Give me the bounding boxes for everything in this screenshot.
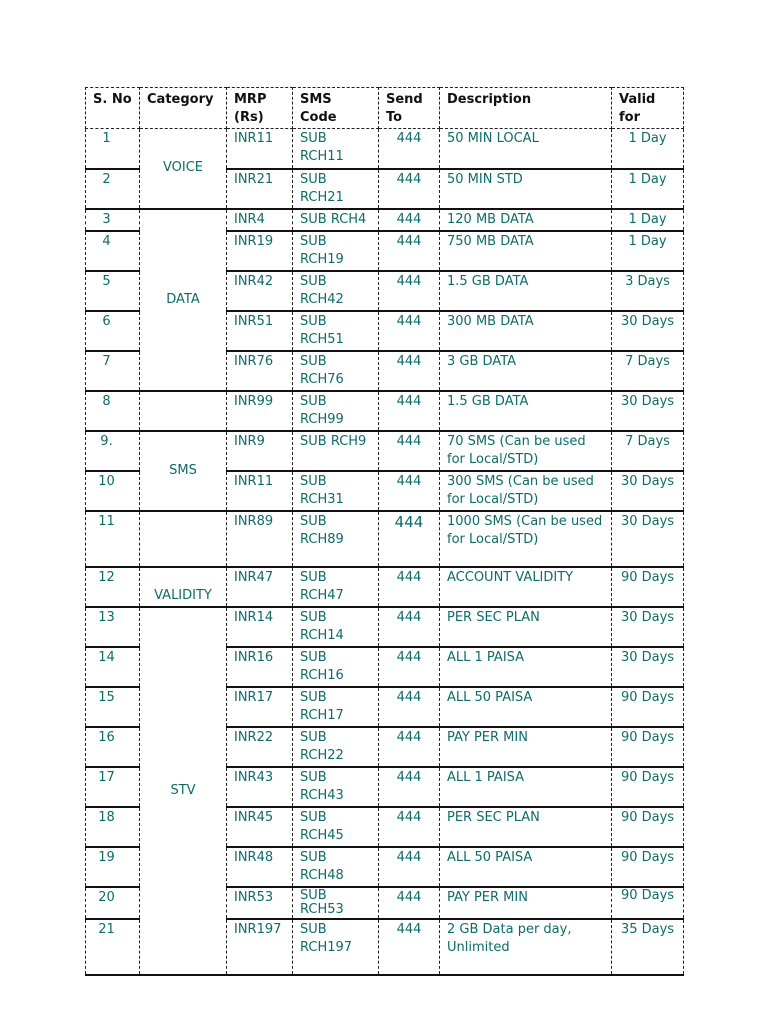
cell-sms-code: SUB RCH19 (293, 231, 379, 271)
cell-mrp: INR99 (227, 391, 293, 431)
header-send-to: Send To (379, 88, 440, 129)
header-valid-for: Valid for (612, 88, 684, 129)
cell-send-to: 444 (379, 231, 440, 271)
cell-sno: 17 (86, 767, 140, 807)
cell-description: 300 SMS (Can be used for Local/STD) (440, 471, 612, 511)
cell-valid-for: 35 Days (612, 919, 684, 975)
cell-send-to: 444 (379, 391, 440, 431)
cell-send-to: 444 (379, 919, 440, 975)
category-sms: SMS (140, 431, 227, 511)
cell-valid-for: 90 Days (612, 807, 684, 847)
cell-sms-code: SUB RCH76 (293, 351, 379, 391)
cell-valid-for: 3 Days (612, 271, 684, 311)
category-voice: VOICE (140, 129, 227, 209)
cell-description: ALL 1 PAISA (440, 647, 612, 687)
cell-send-to: 444 (379, 271, 440, 311)
table-row (86, 567, 684, 607)
cell-mrp: INR21 (227, 169, 293, 209)
cell-sno: 6 (86, 311, 140, 351)
cell-sms-code: SUB RCH9 (293, 431, 379, 471)
cell-description: PER SEC PLAN (440, 607, 612, 647)
cell-send-to: 444 (379, 767, 440, 807)
cell-sno: 20 (86, 887, 140, 919)
cell-sms-code: SUB RCH197 (293, 919, 379, 975)
header-category: Category (140, 88, 227, 129)
cell-sms-code: SUB RCH11 (293, 129, 379, 169)
cell-sno: 8 (86, 391, 140, 431)
cell-mrp: INR53 (227, 887, 293, 919)
cell-mrp: INR197 (227, 919, 293, 975)
cell-mrp: INR45 (227, 807, 293, 847)
category-empty (140, 391, 227, 431)
cell-sms-code: SUB RCH45 (293, 807, 379, 847)
cell-send-to: 444 (379, 647, 440, 687)
cell-description: PAY PER MIN (440, 727, 612, 767)
cell-description: ALL 50 PAISA (440, 687, 612, 727)
cell-mrp: INR51 (227, 311, 293, 351)
cell-valid-for: 7 Days (612, 431, 684, 471)
cell-sno: 2 (86, 169, 140, 209)
cell-sms-code: SUB RCH17 (293, 687, 379, 727)
cell-sno: 3 (86, 209, 140, 231)
cell-description: ACCOUNT VALIDITY (440, 567, 612, 607)
cell-description: PER SEC PLAN (440, 807, 612, 847)
header-mrp: MRP (Rs) (227, 88, 293, 129)
cell-valid-for: 90 Days (612, 887, 684, 919)
cell-sno: 15 (86, 687, 140, 727)
table-row (86, 209, 684, 231)
table-body (86, 129, 684, 975)
cell-description: ALL 50 PAISA (440, 847, 612, 887)
header-sno: S. No (86, 88, 140, 129)
category-validity: VALIDITY (140, 567, 227, 607)
cell-send-to: 444 (379, 169, 440, 209)
cell-send-to: 444 (379, 847, 440, 887)
cell-sno: 7 (86, 351, 140, 391)
cell-sno: 9. (86, 431, 140, 471)
cell-description: 70 SMS (Can be used for Local/STD) (440, 431, 612, 471)
cell-description: 1000 SMS (Can be used for Local/STD) (440, 511, 612, 567)
cell-sms-code: SUB RCH43 (293, 767, 379, 807)
cell-sms-code: SUB RCH42 (293, 271, 379, 311)
cell-send-to: 444 (379, 567, 440, 607)
cell-description: 750 MB DATA (440, 231, 612, 271)
category-data: DATA (140, 209, 227, 391)
cell-sno: 13 (86, 607, 140, 647)
header-description: Description (440, 88, 612, 129)
cell-valid-for: 1 Day (612, 231, 684, 271)
table-header (86, 88, 684, 129)
cell-sms-code: SUB RCH89 (293, 511, 379, 567)
cell-send-to: 444 (379, 727, 440, 767)
cell-sms-code: SUB RCH21 (293, 169, 379, 209)
category-empty (140, 511, 227, 567)
table-row (86, 431, 684, 471)
cell-sno: 10 (86, 471, 140, 511)
cell-sno: 12 (86, 567, 140, 607)
cell-send-to: 444 (379, 431, 440, 471)
category-stv: STV (140, 607, 227, 975)
cell-sno: 11 (86, 511, 140, 567)
cell-send-to: 444 (379, 511, 440, 567)
cell-description: 120 MB DATA (440, 209, 612, 231)
cell-sno: 1 (86, 129, 140, 169)
table-row (86, 511, 684, 567)
cell-send-to: 444 (379, 311, 440, 351)
cell-valid-for: 30 Days (612, 391, 684, 431)
cell-sms-code: SUB RCH51 (293, 311, 379, 351)
cell-send-to: 444 (379, 887, 440, 919)
cell-valid-for: 30 Days (612, 511, 684, 567)
cell-mrp: INR16 (227, 647, 293, 687)
cell-mrp: INR17 (227, 687, 293, 727)
cell-mrp: INR48 (227, 847, 293, 887)
cell-valid-for: 30 Days (612, 311, 684, 351)
cell-description: 1.5 GB DATA (440, 391, 612, 431)
cell-mrp: INR42 (227, 271, 293, 311)
cell-sms-code: SUB RCH14 (293, 607, 379, 647)
cell-sms-code: SUB RCH31 (293, 471, 379, 511)
recharge-plans-table (85, 87, 684, 976)
cell-valid-for: 30 Days (612, 607, 684, 647)
cell-sno: 19 (86, 847, 140, 887)
cell-mrp: INR11 (227, 129, 293, 169)
cell-mrp: INR76 (227, 351, 293, 391)
cell-sms-code: SUB RCH22 (293, 727, 379, 767)
cell-valid-for: 7 Days (612, 351, 684, 391)
cell-sno: 16 (86, 727, 140, 767)
cell-description: 300 MB DATA (440, 311, 612, 351)
cell-mrp: INR43 (227, 767, 293, 807)
cell-valid-for: 90 Days (612, 767, 684, 807)
cell-mrp: INR4 (227, 209, 293, 231)
cell-sms-code: SUB RCH4 (293, 209, 379, 231)
table-row (86, 607, 684, 647)
cell-mrp: INR19 (227, 231, 293, 271)
cell-mrp: INR89 (227, 511, 293, 567)
cell-sno: 4 (86, 231, 140, 271)
cell-send-to: 444 (379, 351, 440, 391)
table-row (86, 391, 684, 431)
cell-valid-for: 1 Day (612, 129, 684, 169)
cell-mrp: INR47 (227, 567, 293, 607)
cell-valid-for: 90 Days (612, 567, 684, 607)
cell-valid-for: 30 Days (612, 471, 684, 511)
cell-sms-code: SUB RCH48 (293, 847, 379, 887)
cell-valid-for: 1 Day (612, 209, 684, 231)
cell-send-to: 444 (379, 471, 440, 511)
cell-valid-for: 90 Days (612, 847, 684, 887)
cell-description: 1.5 GB DATA (440, 271, 612, 311)
cell-send-to: 444 (379, 129, 440, 169)
cell-send-to: 444 (379, 209, 440, 231)
cell-mrp: INR9 (227, 431, 293, 471)
cell-sms-code: SUB RCH16 (293, 647, 379, 687)
cell-valid-for: 90 Days (612, 687, 684, 727)
header-row (86, 88, 684, 129)
cell-description: ALL 1 PAISA (440, 767, 612, 807)
cell-valid-for: 90 Days (612, 727, 684, 767)
cell-description: PAY PER MIN (440, 887, 612, 919)
cell-sms-code: SUB RCH47 (293, 567, 379, 607)
cell-description: 50 MIN LOCAL (440, 129, 612, 169)
cell-sno: 21 (86, 919, 140, 975)
header-sms-code: SMS Code (293, 88, 379, 129)
cell-valid-for: 30 Days (612, 647, 684, 687)
cell-sno: 18 (86, 807, 140, 847)
cell-description: 50 MIN STD (440, 169, 612, 209)
cell-send-to: 444 (379, 687, 440, 727)
cell-mrp: INR22 (227, 727, 293, 767)
cell-send-to: 444 (379, 807, 440, 847)
cell-description: 2 GB Data per day, Unlimited (440, 919, 612, 975)
cell-send-to: 444 (379, 607, 440, 647)
cell-mrp: INR14 (227, 607, 293, 647)
cell-valid-for: 1 Day (612, 169, 684, 209)
cell-sno: 5 (86, 271, 140, 311)
cell-sno: 14 (86, 647, 140, 687)
cell-mrp: INR11 (227, 471, 293, 511)
cell-sms-code: SUB RCH53 (293, 887, 379, 919)
table-row (86, 129, 684, 169)
cell-sms-code: SUB RCH99 (293, 391, 379, 431)
cell-description: 3 GB DATA (440, 351, 612, 391)
